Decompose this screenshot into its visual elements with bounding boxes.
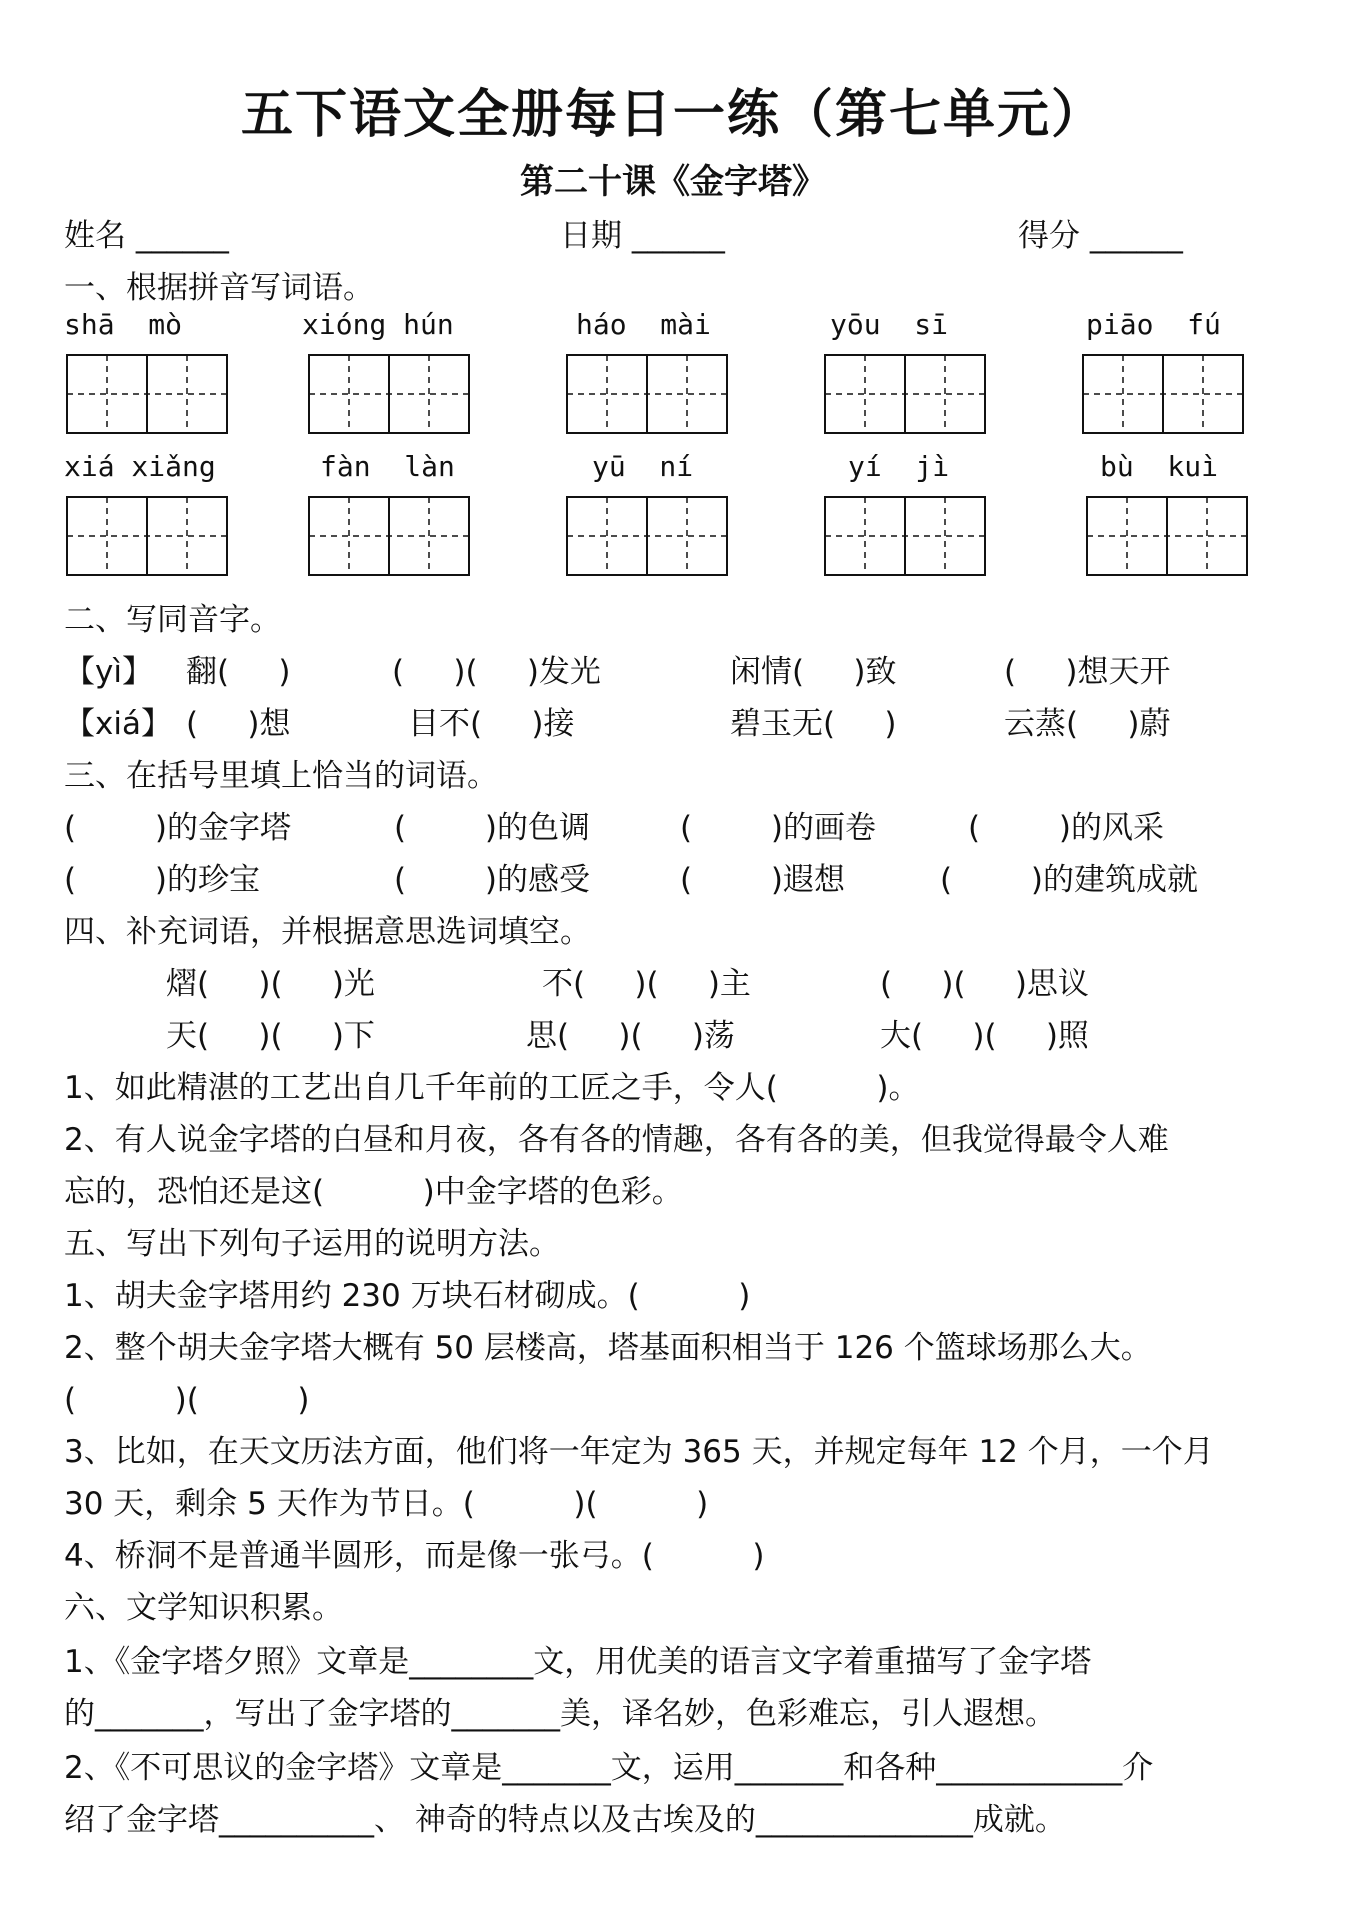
section1-heading: 一、根据拼音写词语。 [64, 270, 374, 306]
pinyin-label: yū ní [592, 450, 694, 483]
fill-blank[interactable]: 大( )( )照 [880, 1018, 1089, 1054]
question[interactable]: 绍了金字塔__________、 神奇的特点以及古埃及的______________成就。 [64, 1802, 1066, 1838]
writing-grid[interactable] [824, 496, 986, 576]
fill-blank[interactable]: 思( )( )荡 [526, 1018, 735, 1054]
question[interactable]: 忘的，恐怕还是这( )中金字塔的色彩。 [64, 1174, 683, 1210]
writing-grid[interactable] [1086, 496, 1248, 576]
pinyin-label: xiá xiǎng [64, 450, 216, 483]
section4-heading: 四、补充词语，并根据意思选词填空。 [64, 914, 591, 950]
pinyin-label: bù kuì [1100, 450, 1219, 483]
question[interactable]: 的_______，写出了金字塔的_______美，译名妙，色彩难忘，引人遐想。 [64, 1696, 1056, 1732]
fill-blank[interactable]: ( )的金字塔 [64, 810, 292, 846]
question[interactable]: 30 天，剩余 5 天作为节日。( )( ) [64, 1486, 709, 1522]
fill-blank[interactable]: ( )的风采 [968, 810, 1165, 846]
writing-grid[interactable] [66, 496, 228, 576]
date-field[interactable]: 日期 ______ [560, 218, 725, 254]
writing-grid[interactable] [1082, 354, 1244, 434]
question[interactable]: 4、桥洞不是普通半圆形，而是像一张弓。( ) [64, 1538, 765, 1574]
xia-tag: 【xiá】 [64, 706, 172, 742]
section5-heading: 五、写出下列句子运用的说明方法。 [64, 1226, 560, 1262]
fill-blank[interactable]: ( )的珍宝 [64, 862, 261, 898]
answer-blank[interactable]: ( )( ) [64, 1382, 310, 1418]
pinyin-label: yōu sī [830, 308, 949, 341]
fill-blank[interactable]: ( )( )发光 [392, 654, 601, 690]
writing-grid[interactable] [308, 496, 470, 576]
writing-grid[interactable] [566, 354, 728, 434]
fill-blank[interactable]: ( )遐想 [680, 862, 846, 898]
pinyin-label: háo mài [576, 308, 711, 341]
question[interactable]: 2、《不可思议的金字塔》文章是_______文，运用_______和各种____________介 [64, 1750, 1154, 1786]
writing-grid[interactable] [66, 354, 228, 434]
section6-heading: 六、文学知识积累。 [64, 1590, 343, 1626]
question[interactable]: 1、胡夫金字塔用约 230 万块石材砌成。( ) [64, 1278, 751, 1314]
question: 3、比如，在天文历法方面，他们将一年定为 365 天，并规定每年 12 个月，一个月 [64, 1434, 1214, 1470]
score-field[interactable]: 得分 ______ [1018, 218, 1183, 254]
question[interactable]: 1、《金字塔夕照》文章是________文，用优美的语言文字着重描写了金字塔 [64, 1644, 1092, 1680]
yi-tag: 【yì】 [64, 654, 153, 690]
fill-blank[interactable]: 翻( ) [186, 654, 291, 690]
fill-blank[interactable]: 碧玉无( ) [730, 706, 897, 742]
fill-blank[interactable]: ( )想天开 [1004, 654, 1171, 690]
fill-blank[interactable]: 不( )( )主 [542, 966, 751, 1002]
fill-blank[interactable]: ( )( )思议 [880, 966, 1089, 1002]
writing-grid[interactable] [824, 354, 986, 434]
writing-grid[interactable] [566, 496, 728, 576]
fill-blank[interactable]: 天( )( )下 [166, 1018, 375, 1054]
lesson-title: 第二十课《金字塔》 [520, 162, 826, 202]
section2-heading: 二、写同音字。 [64, 602, 281, 638]
question: 2、有人说金字塔的白昼和月夜，各有各的情趣，各有各的美，但我觉得最令人难 [64, 1122, 1169, 1158]
fill-blank[interactable]: ( )想 [186, 706, 291, 742]
pinyin-label: shā mò [64, 308, 183, 341]
pinyin-label: xióng hún [302, 308, 454, 341]
question: 2、整个胡夫金字塔大概有 50 层楼高，塔基面积相当于 126 个篮球场那么大。 [64, 1330, 1152, 1366]
section3-heading: 三、在括号里填上恰当的词语。 [64, 758, 498, 794]
question[interactable]: 1、如此精湛的工艺出自几千年前的工匠之手，令人( )。 [64, 1070, 920, 1106]
fill-blank[interactable]: ( )的建筑成就 [940, 862, 1199, 898]
name-field[interactable]: 姓名 ______ [64, 218, 229, 254]
fill-blank[interactable]: ( )的色调 [394, 810, 591, 846]
pinyin-label: yí jì [848, 450, 950, 483]
pinyin-label: fàn làn [320, 450, 455, 483]
fill-blank[interactable]: 闲情( )致 [730, 654, 897, 690]
fill-blank[interactable]: ( )的感受 [394, 862, 591, 898]
fill-blank[interactable]: 云蒸( )蔚 [1004, 706, 1171, 742]
fill-blank[interactable]: 目不( )接 [408, 706, 575, 742]
pinyin-label: piāo fú [1086, 308, 1221, 341]
writing-grid[interactable] [308, 354, 470, 434]
fill-blank[interactable]: 熠( )( )光 [166, 966, 375, 1002]
page-title: 五下语文全册每日一练（第七单元） [240, 85, 1105, 145]
fill-blank[interactable]: ( )的画卷 [680, 810, 877, 846]
